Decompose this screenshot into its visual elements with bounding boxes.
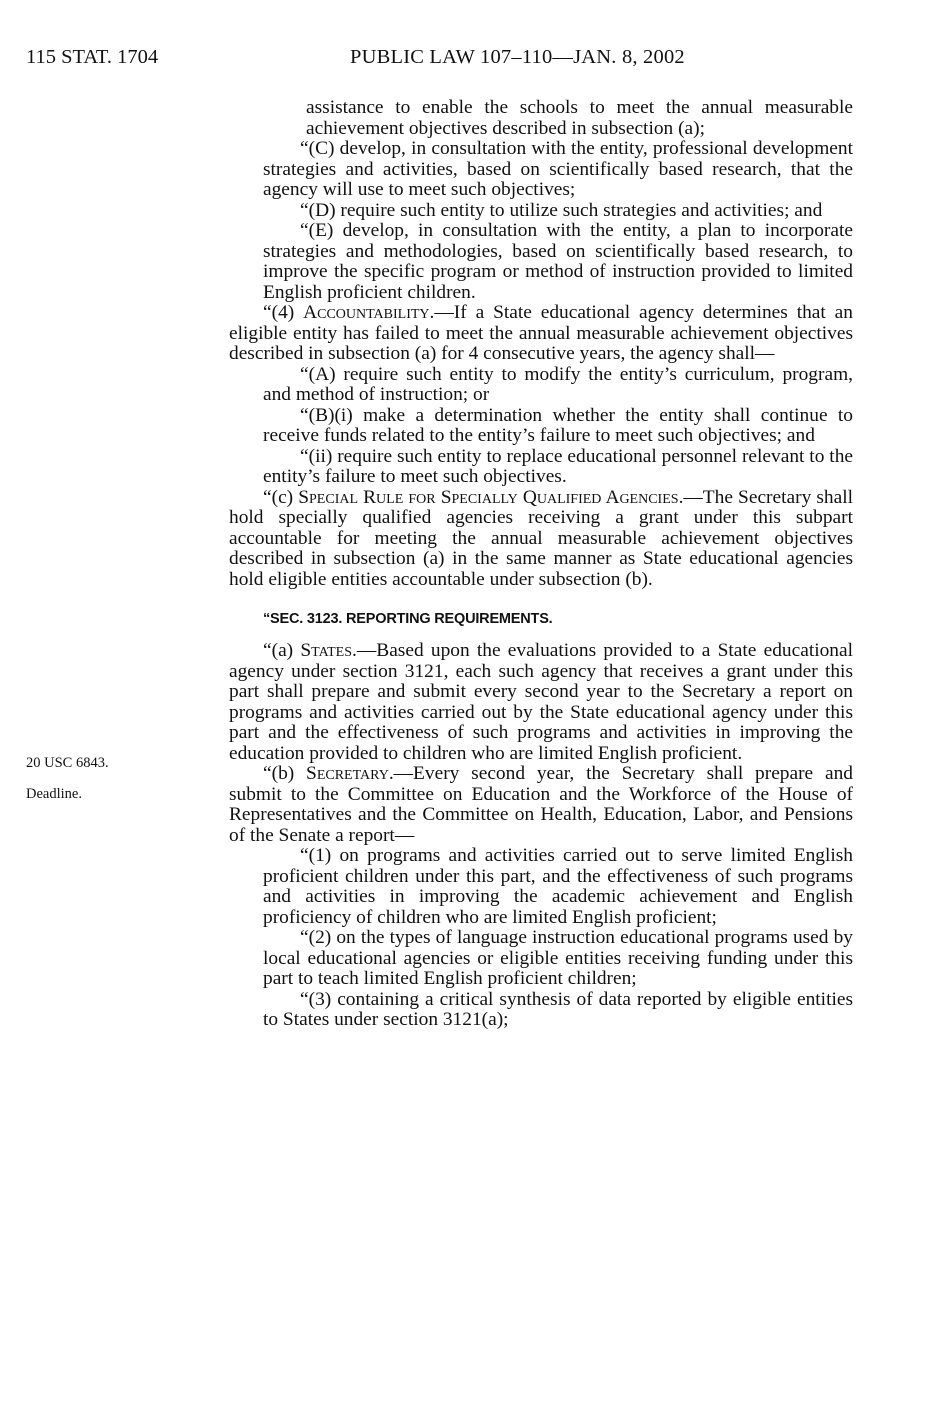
- paragraph-special-rule: [229, 488, 853, 591]
- paragraph-secretary: [229, 764, 853, 846]
- paragraph-accountability: [229, 303, 853, 365]
- paragraph-C: [229, 139, 853, 201]
- paragraph-E: [229, 221, 853, 303]
- paragraph-1-text: “(1) on programs and activities carried out to serve limited English proficient children under this part, and the effectiveness of such programs and activities in improving the academic achievement and English proficiency of children who are limited English proficient;: [263, 845, 853, 928]
- paragraph-2-text: “(2) on the types of language instruction educational programs used by local educational agencies or eligible entities receiving funding under this part to teach limited English proficient children;: [263, 927, 853, 989]
- paragraph-D: [229, 201, 853, 222]
- page-reference: 115 STAT. 1704: [26, 46, 159, 68]
- margin-note-citation: 20 USC 6843.: [26, 755, 109, 771]
- paragraph-ii-text: “(ii) require such entity to replace educational personnel relevant to the entity’s failure to meet such objectives.: [263, 445, 853, 487]
- paragraph-A-text: “(A) require such entity to modify the entity’s curriculum, program, and method of instruction; or: [263, 363, 853, 405]
- body-text: [229, 98, 853, 1031]
- paragraph-3-text: “(3) containing a critical synthesis of data reported by eligible entities to States under section 3121(a);: [263, 988, 853, 1030]
- paragraph-special-rule-text: .—The Secretary shall hold specially qualified agencies receiving a grant under this subpart accountable for meeting the annual measurable achievement objectives described in subsection (a) in the same manner as State educational agencies hold eligible entities accountable under subsection (b).: [229, 486, 853, 590]
- paragraph-E-text: “(E) develop, in consultation with the entity, a plan to incorporate strategies and methodologies, based on scientifically based research, to improve the specific program or method of instruction provided to limited English proficient children.: [263, 220, 853, 303]
- paragraph-assistance: assistance to enable the schools to meet the annual measurable achievement objectives described in subsection (a);: [306, 97, 853, 139]
- paragraph-secretary-caption: Secretary: [306, 763, 389, 784]
- paragraph-accountability-prefix: “(4): [263, 302, 304, 323]
- paragraph-secretary-text: .—Every second year, the Secretary shall prepare and submit to the Committee on Education and the Workforce of the House of Representatives and the Committee on Health, Education, Labor, and Pensions of the Senate a report—: [229, 763, 853, 846]
- paragraph-1: [229, 846, 853, 928]
- law-title: PUBLIC LAW 107–110—JAN. 8, 2002: [350, 46, 685, 68]
- paragraph-B-i-text: “(B)(i) make a determination whether the entity shall continue to receive funds related to the entity’s failure to meet such objectives; and: [263, 404, 853, 446]
- paragraph-accountability-text: .—If a State educational agency determines that an eligible entity has failed to meet the annual measurable achievement objectives described in subsection (a) for 4 consecutive years, the agency shall—: [229, 302, 853, 364]
- paragraph-B-i: [229, 406, 853, 447]
- running-head: [0, 46, 947, 80]
- paragraph-secretary-prefix: “(b): [263, 763, 307, 784]
- paragraph-2: [229, 928, 853, 990]
- paragraph-states-prefix: “(a): [263, 640, 301, 661]
- paragraph-3: [229, 990, 853, 1031]
- paragraph-states: [229, 641, 853, 764]
- paragraph-A: [229, 365, 853, 406]
- paragraph-accountability-caption: Accountability: [303, 302, 430, 323]
- paragraph-D-text: “(D) require such entity to utilize such strategies and activities; and: [300, 199, 823, 221]
- paragraph-special-rule-caption: Special Rule for Specially Qualified Agencies: [298, 486, 679, 508]
- paragraph-C-text: “(C) develop, in consultation with the entity, professional development strategies and activities, based on scientifically based research, that the agency will use to meet such objectives;: [263, 138, 853, 200]
- paragraph-states-caption: States: [300, 640, 353, 661]
- section-heading: “SEC. 3123. REPORTING REQUIREMENTS.: [263, 611, 553, 627]
- paragraph-states-text: .—Based upon the evaluations provided to a State educational agency under section 3121, each such agency that receives a grant under this part shall prepare and submit every second year to the Secretary a report on programs and activities carried out by the State educational agency under this part and the effectiveness of such programs and activities in improving the education provided to children who are limited English proficient.: [229, 640, 853, 764]
- paragraph-ii: [229, 447, 853, 488]
- paragraph-special-rule-prefix: “(c): [263, 486, 299, 508]
- margin-note-deadline: Deadline.: [26, 786, 82, 802]
